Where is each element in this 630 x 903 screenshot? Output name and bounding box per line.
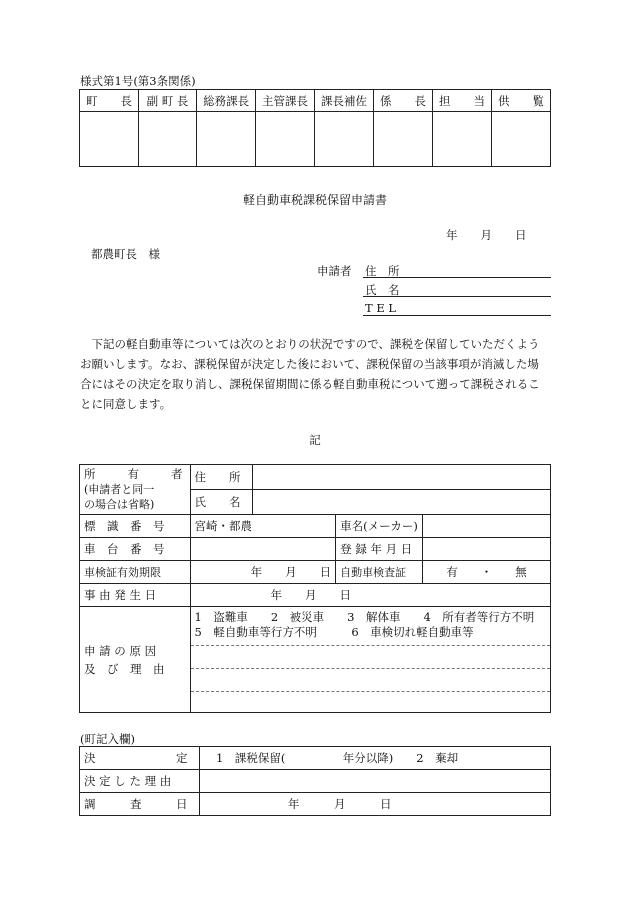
reason-write-line: [191, 645, 551, 646]
approval-header: 主管課長: [256, 90, 315, 112]
stamp-cell[interactable]: [256, 112, 315, 167]
owner-address-field[interactable]: [252, 465, 550, 490]
reason-field[interactable]: [190, 607, 551, 713]
body-line: お願いします。なお、課税保留が決定した後において、課税保留の当該事項が消滅した場: [80, 357, 539, 371]
survey-date-value[interactable]: 年 月 日: [200, 793, 551, 816]
reg-date-field[interactable]: [422, 538, 550, 561]
decision-reason-label: 決 定 し た 理 由: [80, 770, 200, 793]
event-date-value[interactable]: 年 月 日: [190, 584, 551, 607]
applicant-name-label: 氏 名: [365, 283, 400, 297]
chassis-field[interactable]: [190, 538, 336, 561]
reason-options-line2: 5 軽自動車等行方不明 6 車検切れ軽自動車等: [194, 625, 474, 639]
stamp-cell[interactable]: [491, 112, 550, 167]
chassis-label: 車 台 番 号: [80, 538, 191, 561]
owner-address-label: 住 所: [190, 465, 252, 490]
applicant-tel-field[interactable]: [363, 315, 551, 316]
stamp-cell[interactable]: [138, 112, 196, 167]
approval-table: [79, 89, 551, 167]
auto-inspection-label: 自動車検査証: [336, 561, 423, 584]
plate-label: 標 識 番 号: [80, 515, 191, 538]
applicant-name-field[interactable]: [363, 296, 551, 297]
inspection-value[interactable]: 年 月 日: [190, 561, 336, 584]
stamp-cell[interactable]: [315, 112, 374, 167]
body-line: 合にはその決定を取り消し、課税保留期間に係る軽自動車税について遡って課税されるこ: [80, 377, 540, 391]
form-number: 様式第1号(第3条関係): [80, 74, 196, 88]
decision-value[interactable]: 1 課税保留( 年分以降) 2 棄却: [200, 747, 551, 770]
reason-write-line: [191, 691, 551, 692]
reason-options-line1: 1 盗難車 2 被災車 3 解体車 4 所有者等行方不明: [194, 610, 535, 624]
car-name-label: 車名(メーカー): [336, 515, 423, 538]
document-title: 軽自動車税課税保留申請書: [242, 193, 387, 207]
approval-header: 課長補佐: [315, 90, 374, 112]
town-table: [79, 746, 551, 816]
applicant-label: 申請者: [317, 264, 352, 278]
survey-date-label: 調 査 日: [80, 793, 200, 816]
ki-heading: 記: [309, 433, 321, 447]
plate-value[interactable]: 宮崎・都農: [190, 515, 336, 538]
stamp-cell[interactable]: [80, 112, 139, 167]
decision-reason-field[interactable]: [200, 770, 551, 793]
approval-header: 係 長: [374, 90, 433, 112]
inspection-label: 車検証有効期限: [80, 561, 191, 584]
addressee: 都農町長 様: [91, 247, 160, 261]
date-line: 年 月 日: [446, 228, 527, 242]
details-table: [79, 464, 551, 713]
reason-label: 申 請 の 原 因 及 び 理 由: [80, 607, 191, 713]
approval-header: 担 当: [432, 90, 491, 112]
owner-name-label: 氏 名: [190, 490, 252, 515]
approval-header: 総務課長: [197, 90, 256, 112]
applicant-address-label: 住 所: [365, 264, 400, 278]
stamp-cell[interactable]: [432, 112, 491, 167]
approval-header: 供 覧: [491, 90, 550, 112]
approval-header: 町 長: [80, 90, 139, 112]
owner-label: 所 有 者 (申請者と同一 の場合は省略): [80, 465, 191, 515]
decision-label: 決 定: [80, 747, 200, 770]
reg-date-label: 登 録 年 月 日: [336, 538, 423, 561]
car-name-field[interactable]: [422, 515, 550, 538]
reason-write-line: [191, 668, 551, 669]
applicant-address-field[interactable]: [363, 277, 551, 278]
body-line: とに同意します。: [80, 397, 172, 411]
applicant-tel-label: T E L: [365, 301, 397, 315]
approval-header: 副 町 長: [138, 90, 196, 112]
owner-name-field[interactable]: [252, 490, 550, 515]
town-section-label: (町記入欄): [80, 732, 135, 746]
auto-inspection-value[interactable]: 有 ・ 無: [422, 561, 550, 584]
event-date-label: 事 由 発 生 日: [80, 584, 191, 607]
body-line: 下記の軽自動車等については次のとおりの状況ですので、課税を保留していただくよう: [80, 337, 540, 351]
stamp-cell[interactable]: [197, 112, 256, 167]
stamp-cell[interactable]: [374, 112, 433, 167]
